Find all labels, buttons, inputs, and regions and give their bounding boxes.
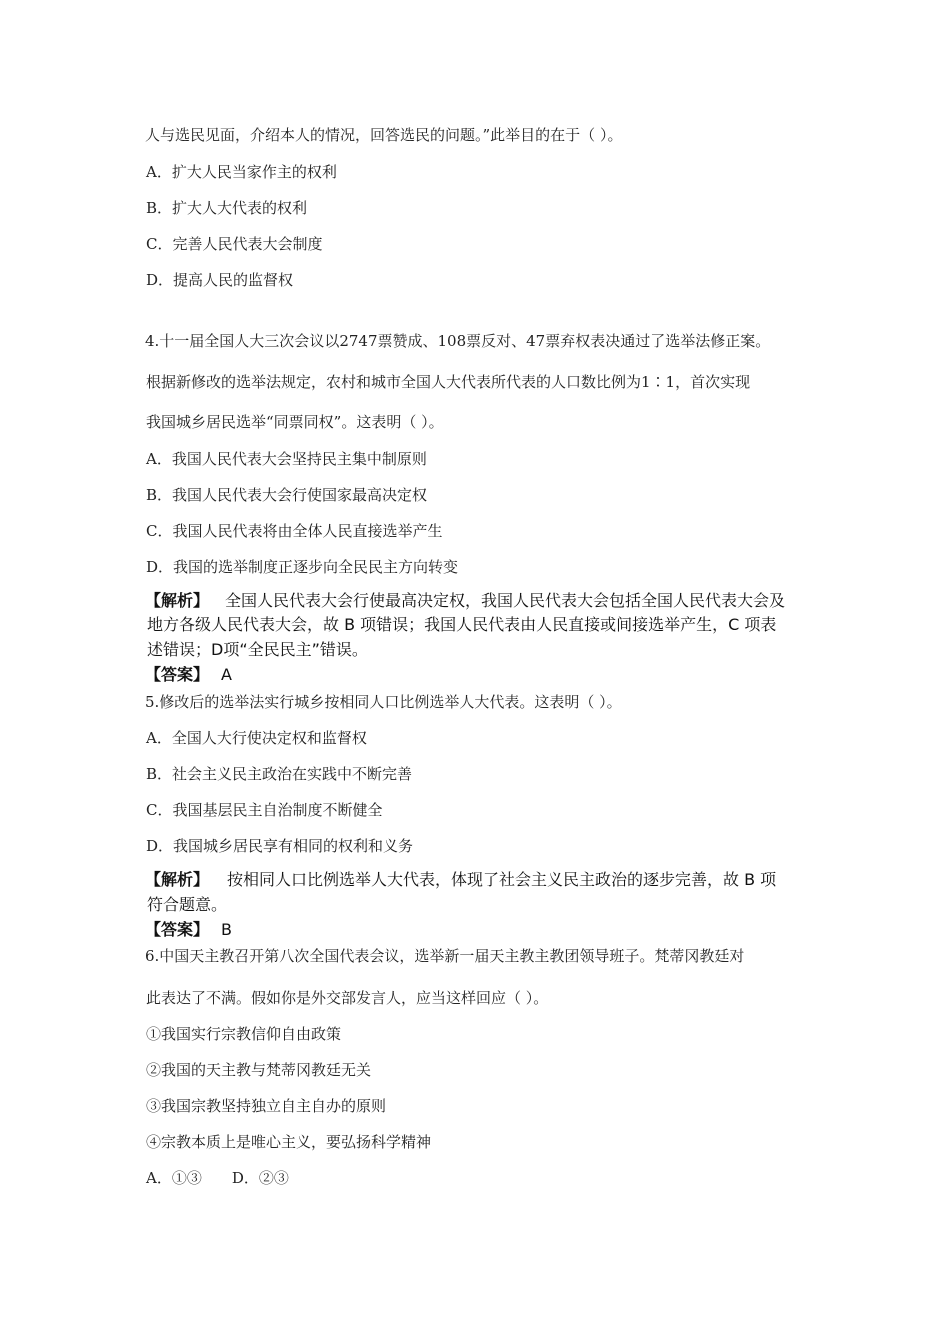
q4-answer-line bbox=[145, 664, 232, 686]
q3-stem: 人与选民见面，介绍本人的情况，回答选民的问题。”此举目的在于（ ）。 bbox=[145, 126, 623, 144]
q4-option-c: C．我国人民代表将由全体人民直接选举产生 bbox=[146, 522, 443, 540]
q4-stem-line-2: 根据新修改的选举法规定，农村和城市全国人大代表所代表的人口数比例为1∶1，首次实现 bbox=[146, 373, 751, 391]
q6-item-1: ①我国实行宗教信仰自由政策 bbox=[146, 1025, 342, 1043]
q4-analysis-label: 【解析】 bbox=[145, 591, 210, 610]
q5-analysis-text-1: 按相同人口比例选举人大代表，体现了社会主义民主政治的逐步完善，故 B 项 bbox=[227, 870, 777, 889]
q3-option-c: C．完善人民代表大会制度 bbox=[146, 235, 323, 253]
q4-option-b: B．我国人民代表大会行使国家最高决定权 bbox=[146, 486, 428, 504]
q6-options: A．①③ D．②③ bbox=[146, 1169, 289, 1187]
q6-item-4: ④宗教本质上是唯心主义，要弘扬科学精神 bbox=[146, 1133, 432, 1151]
q6-stem-line-2: 此表达了不满。假如你是外交部发言人，应当这样回应（ ）。 bbox=[146, 989, 549, 1007]
q6-stem-line-1: 6.中国天主教召开第八次全国代表会议，选举新一届天主教主教团领导班子。梵蒂冈教廷对 bbox=[145, 947, 745, 965]
q4-analysis-line-1 bbox=[145, 590, 785, 612]
q5-option-c: C．我国基层民主自治制度不断健全 bbox=[146, 801, 383, 819]
q4-stem-line-3: 我国城乡居民选举“同票同权”。这表明（ ）。 bbox=[146, 413, 444, 431]
q5-analysis-line-1 bbox=[145, 869, 776, 891]
q3-option-d: D．提高人民的监督权 bbox=[146, 271, 294, 289]
q6-item-3: ③我国宗教坚持独立自主自办的原则 bbox=[146, 1097, 387, 1115]
q3-option-b: B．扩大人大代表的权利 bbox=[146, 199, 308, 217]
q4-stem-line-1: 4.十一届全国人大三次会议以2747票赞成、108票反对、47票弃权表决通过了选举法修正案。 bbox=[145, 332, 771, 350]
q5-answer-value: B bbox=[221, 920, 232, 939]
q5-answer-label: 【答案】 bbox=[145, 920, 210, 939]
q4-option-d: D．我国的选举制度正逐步向全民民主方向转变 bbox=[146, 558, 459, 576]
q5-analysis-label: 【解析】 bbox=[145, 870, 210, 889]
q5-answer-line bbox=[145, 919, 232, 941]
q5-option-b: B．社会主义民主政治在实践中不断完善 bbox=[146, 765, 413, 783]
q6-item-2: ②我国的天主教与梵蒂冈教廷无关 bbox=[146, 1061, 372, 1079]
q5-stem: 5.修改后的选举法实行城乡按相同人口比例选举人大代表。这表明（ ）。 bbox=[145, 693, 622, 711]
q5-option-d: D．我国城乡居民享有相同的权利和义务 bbox=[146, 837, 414, 855]
q4-option-a: A．我国人民代表大会坚持民主集中制原则 bbox=[146, 450, 427, 468]
q4-answer-label: 【答案】 bbox=[145, 665, 210, 684]
q4-analysis-text-1: 全国人民代表大会行使最高决定权，我国人民代表大会包括全国人民代表大会及 bbox=[225, 591, 786, 610]
q4-answer-value: A bbox=[221, 665, 232, 684]
q3-option-a: A．扩大人民当家作主的权利 bbox=[146, 163, 337, 181]
q4-analysis-line-3: 述错误；D项“全民民主”错误。 bbox=[147, 640, 368, 659]
q5-option-a: A．全国人大行使决定权和监督权 bbox=[146, 729, 367, 747]
q4-analysis-line-2: 地方各级人民代表大会，故 B 项错误；我国人民代表由人民直接或间接选举产生，C 项表 bbox=[147, 615, 777, 634]
q5-analysis-line-2: 符合题意。 bbox=[147, 895, 228, 914]
